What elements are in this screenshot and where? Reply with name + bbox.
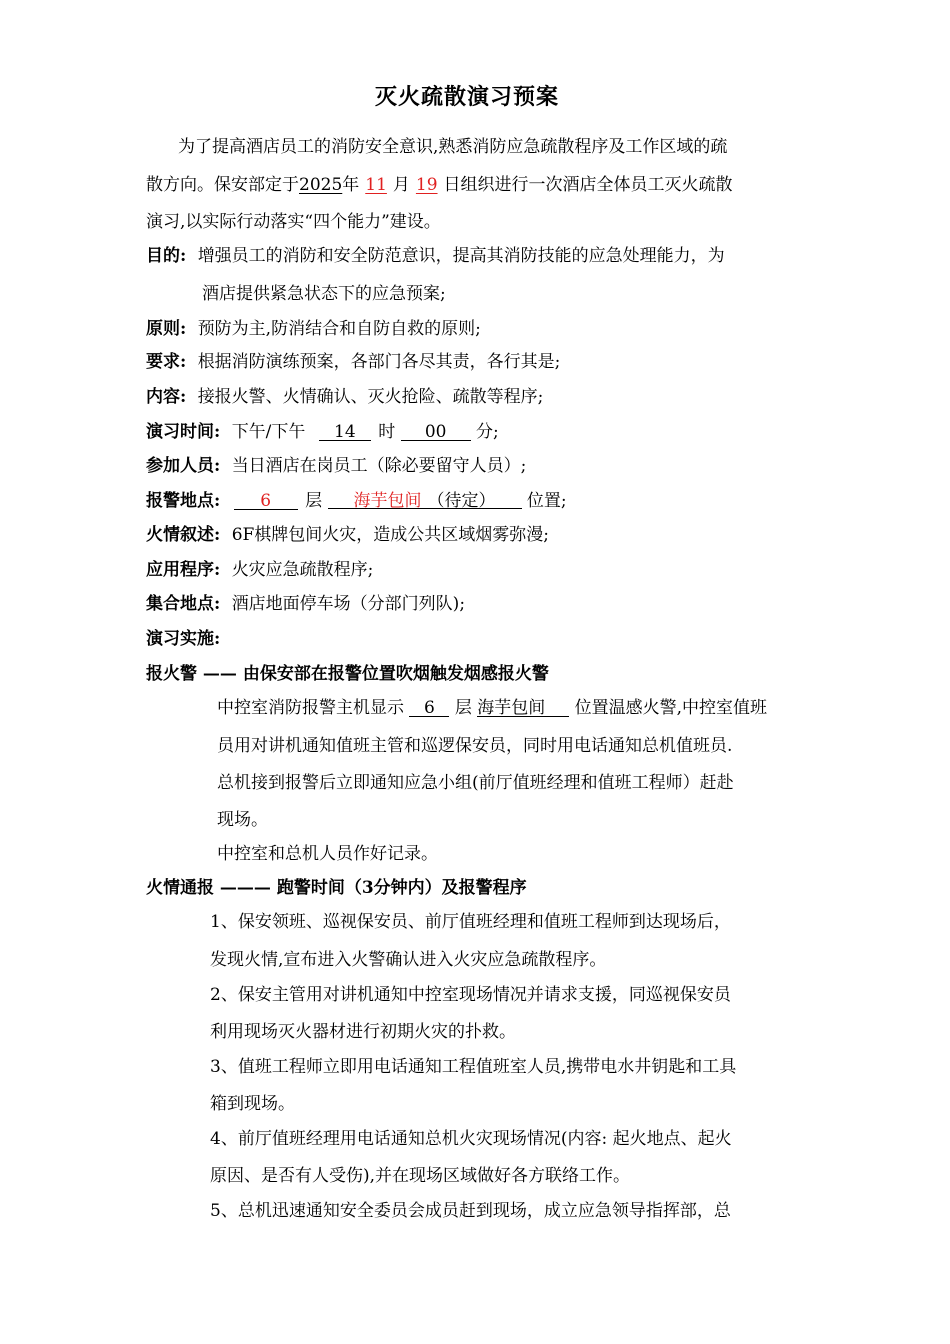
section2-item-5-line-1: 5、总机迅速通知安全委员会成员赶到现场，成立应急领导指挥部，总 bbox=[210, 1201, 731, 1221]
alarm-location-row bbox=[146, 490, 567, 512]
intro-line-3: 演习,以实际行动落实“四个能力”建设。 bbox=[146, 212, 441, 232]
intro-text-end: 日组织进行一次酒店全体员工灭火疏散 bbox=[443, 175, 733, 195]
drill-time-row bbox=[146, 421, 499, 443]
section2-item-3-line-1: 3、值班工程师立即用电话通知工程值班室人员,携带电水井钥匙和工具 bbox=[210, 1057, 737, 1077]
alarm-room-blank bbox=[328, 490, 522, 509]
intro-line-1: 为了提高酒店员工的消防安全意识,熟悉消防应急疏散程序及工作区域的疏 bbox=[178, 137, 728, 157]
fire-desc-row bbox=[146, 524, 549, 546]
participants-row bbox=[146, 455, 526, 477]
purpose-label: 目的: bbox=[146, 246, 187, 266]
requirement-label: 要求: bbox=[146, 352, 187, 372]
intro-line-2 bbox=[146, 174, 733, 196]
section1-line-2: 员用对讲机通知值班主管和巡逻保安员，同时用电话通知总机值班员. bbox=[217, 736, 733, 756]
procedure-row bbox=[146, 559, 373, 581]
drill-minute: 00 bbox=[401, 421, 471, 441]
participants-label: 参加人员: bbox=[146, 456, 221, 476]
content-text: 接报火警、火情确认、灭火抢险、疏散等程序; bbox=[197, 387, 544, 407]
section2-item-4-line-2: 原因、是否有人受伤),并在现场区域做好各方联络工作。 bbox=[210, 1166, 631, 1186]
section1-line-4: 现场。 bbox=[217, 810, 268, 830]
purpose-line-1 bbox=[146, 245, 725, 267]
alarm-floor-unit: 层 bbox=[305, 491, 323, 511]
section2-item-2-line-1: 2、保安主管用对讲机通知中控室现场情况并请求支援，同巡视保安员 bbox=[210, 985, 731, 1005]
section1-paragraph-2: 中控室和总机人员作好记录。 bbox=[217, 844, 438, 864]
drill-day: 19 bbox=[415, 175, 438, 195]
section1-floor-unit: 层 bbox=[454, 698, 472, 718]
content-label: 内容: bbox=[146, 387, 187, 407]
purpose-line-2: 酒店提供紧急状态下的应急预案; bbox=[202, 284, 446, 304]
assembly-label: 集合地点: bbox=[146, 594, 221, 614]
procedure-label: 应用程序: bbox=[146, 560, 221, 580]
section2-heading: 火情通报 ——— 跑警时间（3分钟内）及报警程序 bbox=[146, 878, 527, 898]
section2-item-3-line-2: 箱到现场。 bbox=[210, 1094, 295, 1114]
alarm-room-note: （待定） bbox=[427, 491, 496, 511]
section2-item-2-line-2: 利用现场灭火器材进行初期火灾的扑救。 bbox=[210, 1022, 516, 1042]
drill-month: 11 bbox=[365, 175, 387, 195]
alarm-room: 海芋包间 bbox=[353, 491, 422, 511]
section1-heading: 报火警 —— 由保安部在报警位置吹烟触发烟感报火警 bbox=[146, 664, 549, 684]
section1-line-1 bbox=[217, 697, 767, 719]
year-unit: 年 bbox=[342, 175, 360, 195]
section1-room: 海芋包间 bbox=[477, 697, 569, 717]
assembly-row bbox=[146, 593, 465, 615]
principle-row bbox=[146, 318, 481, 340]
drill-year: 2025 bbox=[299, 175, 343, 195]
drill-hour-unit: 时 bbox=[378, 422, 396, 442]
principle-text: 预防为主,防消结合和自防自救的原则; bbox=[197, 319, 481, 339]
intro-text: 散方向。保安部定于 bbox=[146, 175, 299, 195]
section2-item-1-line-2: 发现火情,宣布进入火警确认进入火灾应急疏散程序。 bbox=[210, 950, 607, 970]
alarm-location-suffix: 位置; bbox=[526, 491, 567, 511]
procedure-text: 火灾应急疏散程序; bbox=[231, 560, 374, 580]
section2-item-4-line-1: 4、前厅值班经理用电话通知总机火灾现场情况(内容: 起火地点、起火 bbox=[210, 1129, 732, 1149]
requirement-row bbox=[146, 351, 560, 373]
section1-text-end: 位置温感火警,中控室值班 bbox=[574, 698, 768, 718]
fire-desc-text: 6F棋牌包间火灾，造成公共区域烟雾弥漫; bbox=[231, 525, 550, 545]
document-title: 灭火疏散演习预案 bbox=[375, 84, 560, 110]
drill-minute-unit: 分; bbox=[476, 422, 499, 442]
month-unit: 月 bbox=[392, 175, 410, 195]
assembly-text: 酒店地面停车场（分部门列队); bbox=[231, 594, 466, 614]
fire-desc-label: 火情叙述: bbox=[146, 525, 221, 545]
drill-hour: 14 bbox=[319, 421, 371, 441]
drill-time-label: 演习时间: bbox=[146, 422, 221, 442]
section1-line-3: 总机接到报警后立即通知应急小组(前厅值班经理和值班工程师）赶赴 bbox=[217, 773, 734, 793]
implementation-label: 演习实施: bbox=[146, 629, 221, 649]
principle-label: 原则: bbox=[146, 319, 187, 339]
section1-floor: 6 bbox=[409, 697, 449, 717]
requirement-text: 根据消防演练预案，各部门各尽其责，各行其是; bbox=[197, 352, 561, 372]
drill-time-prefix: 下午/下午 bbox=[231, 422, 306, 442]
content-row bbox=[146, 386, 543, 408]
alarm-location-label: 报警地点: bbox=[146, 491, 221, 511]
alarm-floor: 6 bbox=[234, 490, 298, 510]
section2-item-1-line-1: 1、保安领班、巡视保安员、前厅值班经理和值班工程师到达现场后， bbox=[210, 912, 731, 932]
purpose-text: 增强员工的消防和安全防范意识，提高其消防技能的应急处理能力，为 bbox=[197, 246, 725, 266]
section1-text: 中控室消防报警主机显示 bbox=[217, 698, 404, 718]
participants-text: 当日酒店在岗员工（除必要留守人员）; bbox=[231, 456, 527, 476]
